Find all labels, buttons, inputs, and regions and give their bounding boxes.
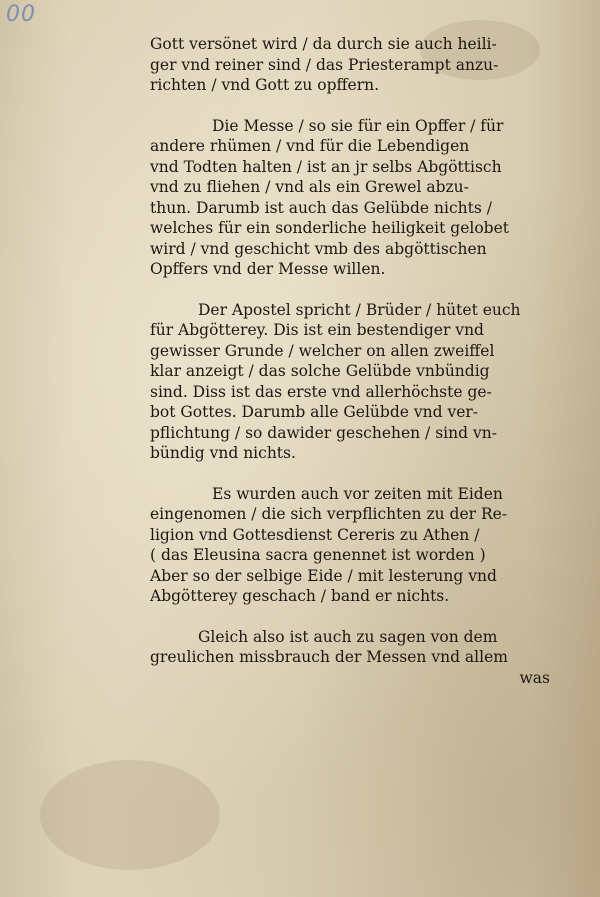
text-line: Gott versönet wird / da durch sie auch heili-	[150, 35, 497, 53]
text-line: Es wurden auch vor zeiten mit Eiden	[212, 484, 503, 503]
text-line: klar anzeigt / das solche Gelübde vnbündig	[150, 362, 490, 380]
text-line: für Abgötterey. Dis ist ein bestendiger vnd	[150, 321, 484, 339]
text-line: richten / vnd Gott zu opffern.	[150, 76, 380, 94]
text-line: eingenomen / die sich verpflichten zu der Re-	[150, 505, 508, 523]
text-line: thun. Darumb ist auch das Gelübde nichts /	[150, 198, 492, 217]
text-line: Gleich also ist auch zu sagen von dem	[198, 627, 498, 646]
text-line: Aber so der selbige Eide / mit lesterung vnd	[150, 566, 497, 585]
text-line: andere rhümen / vnd für die Lebendigen	[150, 137, 470, 155]
paragraph-5	[150, 627, 570, 668]
text-line: vnd zu fliehen / vnd als ein Grewel abzu-	[150, 178, 469, 196]
text-line: gewisser Grunde / welcher on allen zweiffel	[150, 341, 495, 360]
catchword: was	[519, 668, 550, 687]
text-line: vnd Todten halten / ist an jr selbs Abgöttisch	[150, 157, 502, 176]
paragraph-1	[150, 34, 570, 96]
text-line: Abgötterey geschach / band er nichts.	[150, 587, 450, 605]
paragraph-4	[150, 484, 570, 607]
text-line: ligion vnd Gottesdienst Cereris zu Athen /	[150, 525, 480, 544]
folio-number: 00	[6, 2, 36, 27]
text-line: Opffers vnd der Messe willen.	[150, 260, 386, 278]
text-block	[150, 34, 570, 688]
text-line: welches für ein sonderliche heiligkeit gelobet	[150, 219, 509, 237]
text-line: ger vnd reiner sind / das Priesterampt anzu-	[150, 55, 499, 74]
paragraph-2	[150, 116, 570, 280]
text-line: greulichen missbrauch der Messen vnd allem	[150, 648, 508, 666]
text-line: wird / vnd geschicht vmb des abgöttischen	[150, 239, 487, 258]
text-line: pflichtung / so dawider geschehen / sind vn-	[150, 423, 497, 442]
paper-stain	[40, 760, 220, 870]
text-line: bot Gottes. Darumb alle Gelübde vnd ver-	[150, 403, 479, 421]
text-line: Die Messe / so sie für ein Opffer / für	[212, 116, 504, 135]
text-line: ( das Eleusina sacra genennet ist worden )	[150, 546, 486, 564]
text-line: sind. Diss ist das erste vnd allerhöchste ge-	[150, 382, 492, 401]
paragraph-3	[150, 300, 570, 464]
text-line: bündig vnd nichts.	[150, 444, 296, 462]
text-line: Der Apostel spricht / Brüder / hütet euch	[198, 300, 521, 319]
